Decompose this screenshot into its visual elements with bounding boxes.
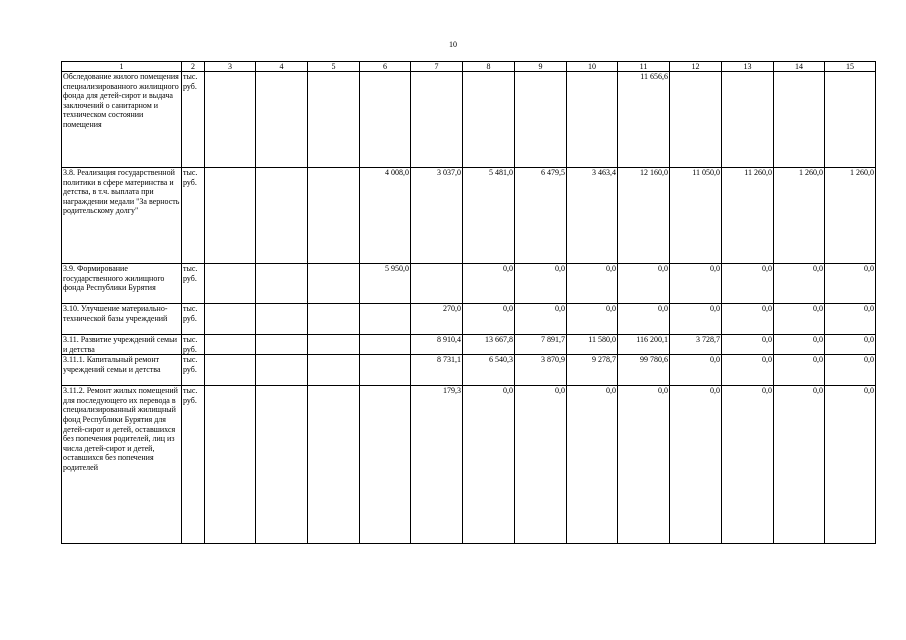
column-number: 4 xyxy=(256,62,308,72)
value-cell xyxy=(308,386,360,544)
value-cell: 6 479,5 xyxy=(515,168,567,264)
column-number: 15 xyxy=(825,62,876,72)
value-cell: 8 910,4 xyxy=(411,335,463,355)
row-name: 3.11. Развитие учреждений семьи и детства xyxy=(62,335,182,355)
column-number: 8 xyxy=(463,62,515,72)
value-cell: 0,0 xyxy=(567,386,618,544)
value-cell: 0,0 xyxy=(670,386,722,544)
column-number: 5 xyxy=(308,62,360,72)
row-name: 3.11.2. Ремонт жилых помещений для последующего их перевода в специализированный жилищный фонд Республики Бурятия для детей-сирот и детей, оставшихся без попечения родителей, лиц из числа детей-сирот и детей, оставшихся без попечения родителей xyxy=(62,386,182,544)
value-cell: 0,0 xyxy=(463,386,515,544)
value-cell: 0,0 xyxy=(567,304,618,335)
column-number: 10 xyxy=(567,62,618,72)
value-cell: 270,0 xyxy=(411,304,463,335)
column-number-row xyxy=(62,62,876,72)
value-cell: 0,0 xyxy=(618,386,670,544)
value-cell: 0,0 xyxy=(463,304,515,335)
value-cell: 0,0 xyxy=(515,264,567,304)
value-cell: 0,0 xyxy=(722,335,774,355)
value-cell: 9 278,7 xyxy=(567,355,618,386)
row-name: 3.11.1. Капитальный ремонт учреждений семьи и детства xyxy=(62,355,182,386)
row-unit: тыс. руб. xyxy=(182,264,205,304)
value-cell: 179,3 xyxy=(411,386,463,544)
value-cell xyxy=(205,168,256,264)
column-number: 6 xyxy=(360,62,411,72)
column-number: 14 xyxy=(774,62,825,72)
value-cell xyxy=(256,335,308,355)
column-number: 12 xyxy=(670,62,722,72)
value-cell: 12 160,0 xyxy=(618,168,670,264)
column-number: 9 xyxy=(515,62,567,72)
value-cell: 0,0 xyxy=(670,355,722,386)
value-cell: 0,0 xyxy=(618,304,670,335)
column-number: 3 xyxy=(205,62,256,72)
page-number: 10 xyxy=(449,40,457,49)
value-cell: 8 731,1 xyxy=(411,355,463,386)
value-cell: 3 463,4 xyxy=(567,168,618,264)
value-cell: 0,0 xyxy=(515,386,567,544)
value-cell: 0,0 xyxy=(774,304,825,335)
value-cell: 0,0 xyxy=(722,304,774,335)
value-cell: 0,0 xyxy=(722,264,774,304)
value-cell xyxy=(205,304,256,335)
value-cell xyxy=(205,335,256,355)
value-cell: 1 260,0 xyxy=(825,168,876,264)
column-number: 13 xyxy=(722,62,774,72)
value-cell: 5 481,0 xyxy=(463,168,515,264)
value-cell xyxy=(360,355,411,386)
row-unit: тыс. руб. xyxy=(182,72,205,168)
value-cell: 0,0 xyxy=(774,386,825,544)
table-row xyxy=(62,355,876,386)
value-cell: 0,0 xyxy=(825,264,876,304)
value-cell: 0,0 xyxy=(774,335,825,355)
value-cell: 11 260,0 xyxy=(722,168,774,264)
value-cell: 0,0 xyxy=(825,386,876,544)
value-cell xyxy=(205,72,256,168)
value-cell xyxy=(360,72,411,168)
value-cell: 6 540,3 xyxy=(463,355,515,386)
value-cell: 11 050,0 xyxy=(670,168,722,264)
value-cell xyxy=(256,304,308,335)
row-unit: тыс. руб. xyxy=(182,355,205,386)
column-number: 2 xyxy=(182,62,205,72)
value-cell xyxy=(360,335,411,355)
value-cell xyxy=(256,264,308,304)
row-name: Обследование жилого помещения специализированного жилищного фонда для детей-сирот и выдача заключений о санитарном и техническом состоянии помещения xyxy=(62,72,182,168)
value-cell: 3 870,9 xyxy=(515,355,567,386)
value-cell xyxy=(205,386,256,544)
value-cell: 5 950,0 xyxy=(360,264,411,304)
value-cell xyxy=(515,72,567,168)
value-cell: 0,0 xyxy=(618,264,670,304)
value-cell: 0,0 xyxy=(825,355,876,386)
value-cell: 0,0 xyxy=(567,264,618,304)
value-cell xyxy=(360,304,411,335)
row-name: 3.9. Формирование государственного жилищного фонда Республики Бурятия xyxy=(62,264,182,304)
row-unit: тыс. руб. xyxy=(182,386,205,544)
value-cell: 116 200,1 xyxy=(618,335,670,355)
value-cell: 4 008,0 xyxy=(360,168,411,264)
value-cell xyxy=(670,72,722,168)
value-cell: 1 260,0 xyxy=(774,168,825,264)
value-cell xyxy=(308,304,360,335)
value-cell: 0,0 xyxy=(774,355,825,386)
value-cell xyxy=(463,72,515,168)
value-cell xyxy=(774,72,825,168)
value-cell: 3 037,0 xyxy=(411,168,463,264)
value-cell xyxy=(722,72,774,168)
value-cell: 0,0 xyxy=(825,335,876,355)
row-unit: тыс. руб. xyxy=(182,335,205,355)
row-unit: тыс. руб. xyxy=(182,168,205,264)
value-cell: 0,0 xyxy=(722,355,774,386)
value-cell: 13 667,8 xyxy=(463,335,515,355)
table-row xyxy=(62,335,876,355)
value-cell xyxy=(205,355,256,386)
value-cell xyxy=(256,168,308,264)
value-cell: 0,0 xyxy=(774,264,825,304)
value-cell xyxy=(308,355,360,386)
value-cell xyxy=(205,264,256,304)
row-name: 3.10. Улучшение материально-технической базы учреждений xyxy=(62,304,182,335)
value-cell xyxy=(308,264,360,304)
value-cell xyxy=(308,72,360,168)
table-row xyxy=(62,304,876,335)
column-number: 7 xyxy=(411,62,463,72)
budget-table xyxy=(61,61,876,544)
value-cell: 0,0 xyxy=(670,264,722,304)
value-cell xyxy=(567,72,618,168)
value-cell: 7 891,7 xyxy=(515,335,567,355)
row-unit: тыс. руб. xyxy=(182,304,205,335)
value-cell xyxy=(308,335,360,355)
table-row xyxy=(62,264,876,304)
table-row xyxy=(62,168,876,264)
value-cell: 11 656,6 xyxy=(618,72,670,168)
column-number: 11 xyxy=(618,62,670,72)
table-row xyxy=(62,72,876,168)
column-number: 1 xyxy=(62,62,182,72)
value-cell: 0,0 xyxy=(722,386,774,544)
value-cell xyxy=(411,72,463,168)
value-cell xyxy=(308,168,360,264)
value-cell: 3 728,7 xyxy=(670,335,722,355)
value-cell: 0,0 xyxy=(825,304,876,335)
value-cell: 11 580,0 xyxy=(567,335,618,355)
value-cell: 0,0 xyxy=(463,264,515,304)
value-cell: 0,0 xyxy=(515,304,567,335)
value-cell xyxy=(360,386,411,544)
value-cell: 0,0 xyxy=(670,304,722,335)
value-cell xyxy=(825,72,876,168)
value-cell: 99 780,6 xyxy=(618,355,670,386)
table-row xyxy=(62,386,876,544)
value-cell xyxy=(411,264,463,304)
value-cell xyxy=(256,72,308,168)
value-cell xyxy=(256,386,308,544)
value-cell xyxy=(256,355,308,386)
row-name: 3.8. Реализация государственной политики в сфере материнства и детства, в т.ч. выплата при награждении медали "За верность родительскому долгу" xyxy=(62,168,182,264)
